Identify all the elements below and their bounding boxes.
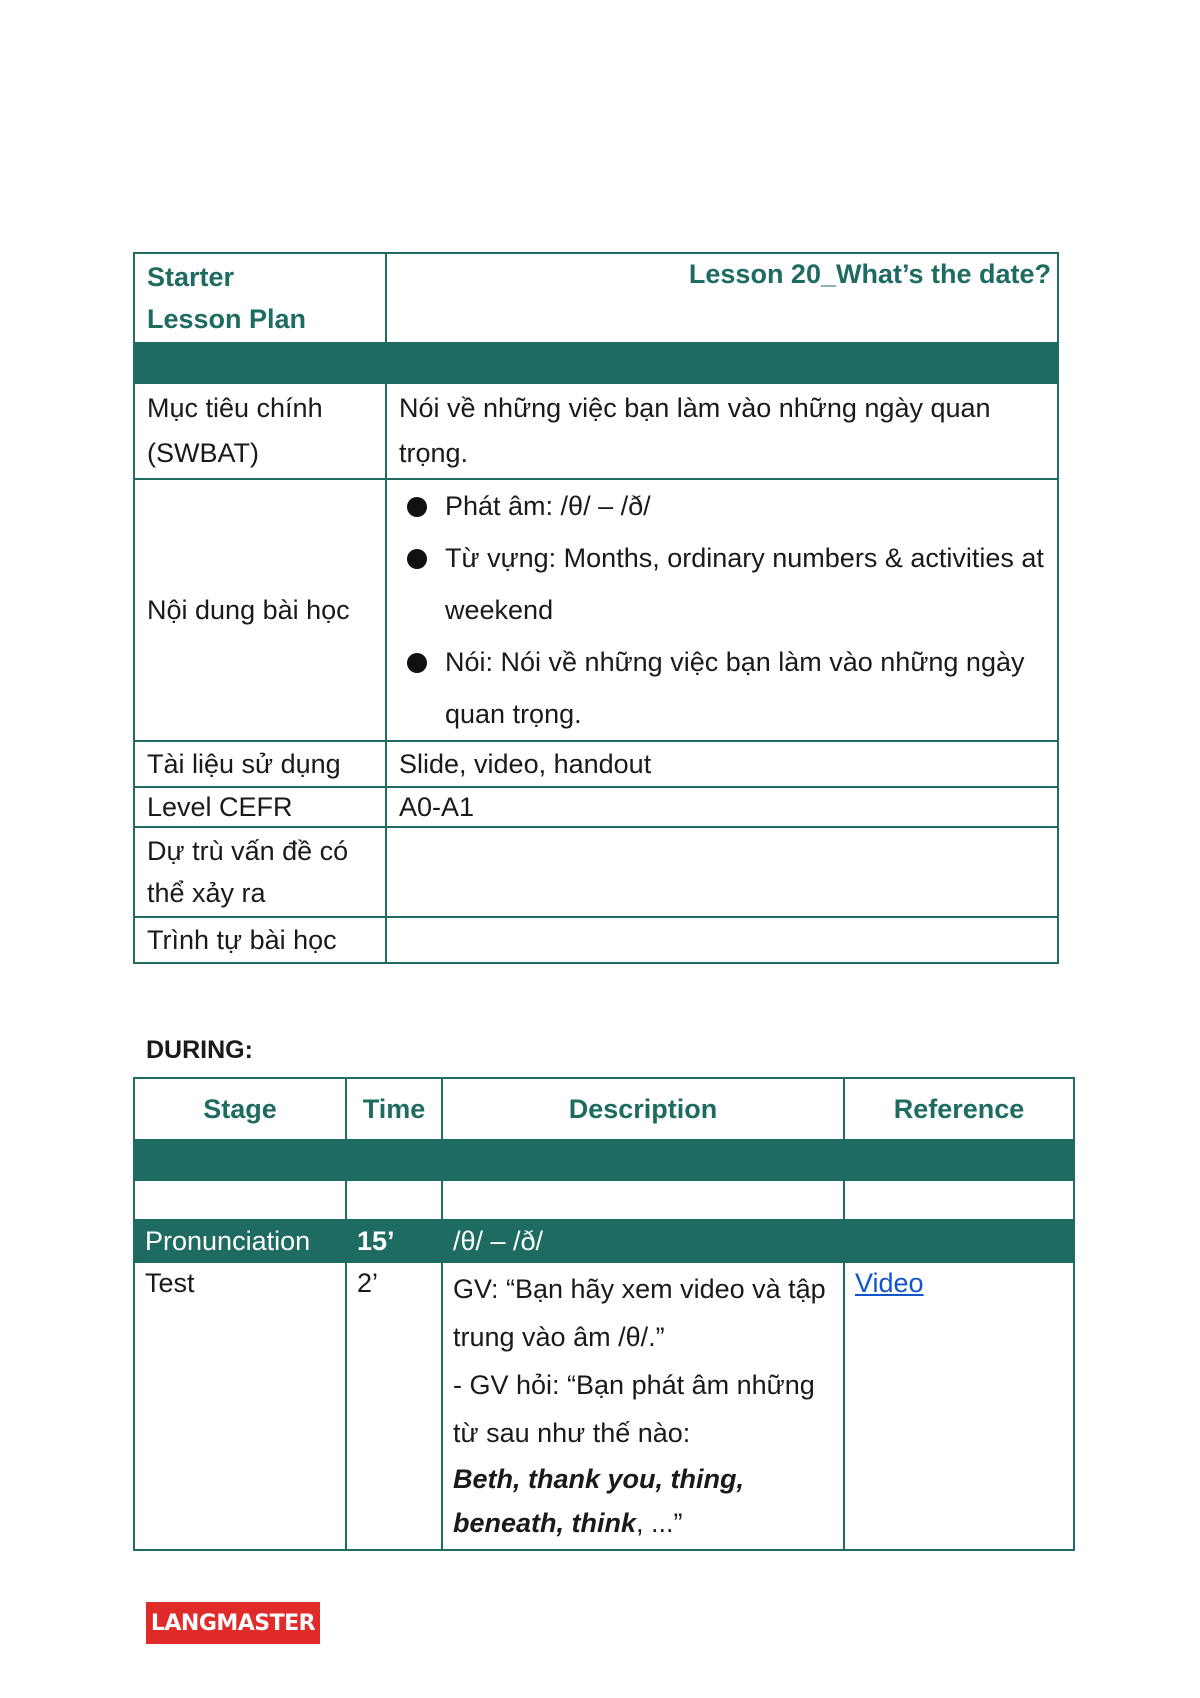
content-row <box>134 479 1058 741</box>
sequence-label: Trình tự bài học <box>134 917 386 963</box>
level-label: Level CEFR <box>134 787 386 827</box>
header-time: Time <box>346 1078 442 1140</box>
materials-value: Slide, video, handout <box>386 741 1058 787</box>
content-list <box>399 480 1045 740</box>
section-description: /θ/ – /ð/ <box>442 1220 1074 1262</box>
goal-value: Nói về những việc bạn làm vào những ngày quan trọng. <box>386 383 1058 479</box>
sequence-value <box>386 917 1058 963</box>
row-time: 2’ <box>346 1262 442 1550</box>
issues-row <box>134 827 1058 917</box>
header-description: Description <box>442 1078 844 1140</box>
lesson-info-table <box>133 252 1059 964</box>
during-table <box>133 1077 1075 1551</box>
langmaster-logo: LANGMASTER <box>146 1602 320 1644</box>
empty-row <box>134 1180 1074 1220</box>
desc-line2: - GV hỏi: “Bạn phát âm những từ sau như thế nào: <box>453 1370 815 1448</box>
issues-value <box>386 827 1058 917</box>
section-row-pronunciation <box>134 1220 1074 1262</box>
desc-words-line <box>453 1457 833 1545</box>
content-label: Nội dung bài học <box>134 479 386 741</box>
video-link[interactable]: Video <box>855 1268 924 1298</box>
lesson-title: Lesson 20_What’s the date? <box>386 253 1058 343</box>
goal-label: Mục tiêu chính (SWBAT) <box>134 383 386 479</box>
row-reference <box>844 1262 1074 1550</box>
content-cell <box>386 479 1058 741</box>
during-divider-row <box>134 1140 1074 1180</box>
row-stage: Test <box>134 1262 346 1550</box>
materials-row <box>134 741 1058 787</box>
goal-row <box>134 383 1058 479</box>
level-value: A0-A1 <box>386 787 1058 827</box>
header-row <box>134 253 1058 343</box>
content-item: Nói: Nói về những việc bạn làm vào những ngày quan trọng. <box>445 636 1045 740</box>
issues-label: Dự trù vấn đề có thể xảy ra <box>134 827 386 917</box>
section-time: 15’ <box>346 1220 442 1262</box>
desc-line1: GV: “Bạn hãy xem video và tập trung vào âm /θ/.” <box>453 1274 826 1352</box>
desc-end: , ...” <box>636 1508 683 1538</box>
header-left-line1: Starter <box>147 262 235 292</box>
row-description <box>442 1262 844 1550</box>
section-stage: Pronunciation <box>134 1220 346 1262</box>
table-row <box>134 1262 1074 1550</box>
content-item: Từ vựng: Months, ordinary numbers & activities at weekend <box>445 532 1045 636</box>
header-left-cell <box>134 253 386 343</box>
divider-row <box>134 343 1058 383</box>
materials-label: Tài liệu sử dụng <box>134 741 386 787</box>
during-header-row <box>134 1078 1074 1140</box>
desc-words: Beth, thank you, thing, beneath, think <box>453 1464 744 1538</box>
header-left-line2: Lesson Plan <box>147 304 307 334</box>
header-stage: Stage <box>134 1078 346 1140</box>
content-item: Phát âm: /θ/ – /ð/ <box>445 480 1045 532</box>
sequence-row <box>134 917 1058 963</box>
level-row <box>134 787 1058 827</box>
during-heading: DURING: <box>146 1036 253 1064</box>
header-reference: Reference <box>844 1078 1074 1140</box>
